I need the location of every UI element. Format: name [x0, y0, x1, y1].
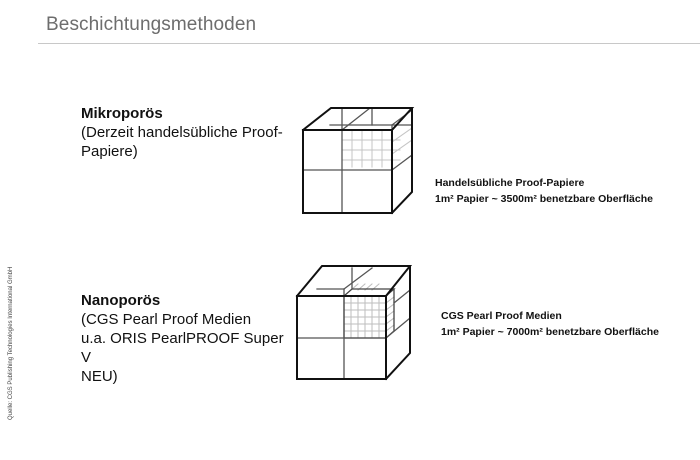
page-title: Beschichtungsmethoden: [46, 14, 257, 35]
mikroporous-heading: Mikroporös: [81, 105, 163, 122]
nanoporous-caption-surface: 1m² Papier ~ 7000m² benetzbare Oberfläche: [441, 326, 659, 338]
mikroporous-caption-surface: 1m² Papier ~ 3500m² benetzbare Oberfläche: [435, 193, 653, 205]
nanoporous-outline: [297, 266, 410, 379]
nanoporous-description: (CGS Pearl Proof Medien u.a. ORIS PearlPROOF Super V NEU): [81, 311, 284, 385]
source-note: Quelle: CGS Publishing Technologies International GmbH: [8, 266, 14, 420]
nanoporous-heading: Nanoporös: [81, 292, 161, 309]
mikroporous-fine-grid: [342, 128, 412, 167]
mikroporous-description: (Derzeit handelsübliche Proof- Papiere): [81, 124, 283, 160]
mikroporous-caption-title: Handelsübliche Proof-Papiere: [435, 177, 585, 189]
nanoporous-cube: [297, 266, 410, 379]
nanoporous-caption-title: CGS Pearl Proof Medien: [441, 310, 562, 322]
mikroporous-cube: [303, 108, 412, 213]
